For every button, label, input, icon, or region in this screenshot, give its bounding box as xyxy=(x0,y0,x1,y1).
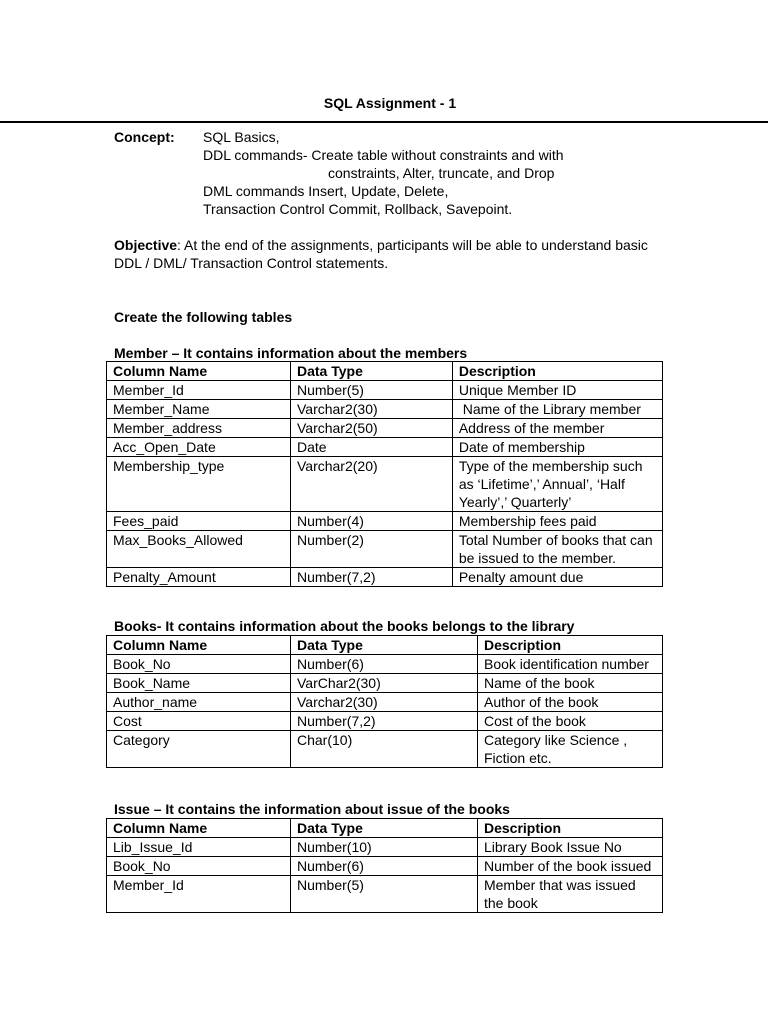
table-row xyxy=(107,712,663,731)
table-cell: Number(4) xyxy=(290,512,452,531)
table-cell: Varchar2(50) xyxy=(290,419,452,438)
table-header-row xyxy=(107,636,663,655)
table-cell: Category xyxy=(107,731,291,768)
table-row xyxy=(107,876,663,913)
table-row xyxy=(107,381,663,400)
books-table-heading: Books- It contains information about the books belongs to the library xyxy=(114,618,575,634)
concept-line: DDL commands- Create table without constraints and with xyxy=(203,147,564,163)
table-row xyxy=(107,512,663,531)
table-cell: Number(5) xyxy=(290,381,452,400)
concept-line: Transaction Control Commit, Rollback, Savepoint. xyxy=(203,201,513,217)
table-cell: Cost xyxy=(107,712,291,731)
table-cell: Max_Books_Allowed xyxy=(107,531,291,568)
table-cell: Book identification number xyxy=(477,655,662,674)
table-cell: Membership_type xyxy=(107,457,291,512)
table-cell: Number(7,2) xyxy=(290,568,452,587)
table-cell: Name of the book xyxy=(477,674,662,693)
table-cell: Address of the member xyxy=(452,419,662,438)
table-cell: Date of membership xyxy=(452,438,662,457)
table-cell: Library Book Issue No xyxy=(477,838,662,857)
table-cell: Member_address xyxy=(107,419,291,438)
table-row xyxy=(107,731,663,768)
table-cell: Number(10) xyxy=(290,838,477,857)
table-cell: Number of the book issued xyxy=(477,857,662,876)
table-cell: Number(6) xyxy=(290,655,477,674)
table-cell: Varchar2(30) xyxy=(290,400,452,419)
table-row xyxy=(107,655,663,674)
table-header-cell: Data Type xyxy=(290,819,477,838)
table-cell: Lib_Issue_Id xyxy=(107,838,291,857)
table-row xyxy=(107,838,663,857)
objective-text: : At the end of the assignments, participants will be able to understand basic DDL / DML/ Transaction Control statements. xyxy=(114,237,648,271)
table-cell: Type of the membership such as ‘Lifetime’,’ Annual’, ‘Half Yearly’,’ Quarterly’ xyxy=(452,457,662,512)
concept-colon: : xyxy=(170,129,175,145)
table-cell: Category like Science , Fiction etc. xyxy=(477,731,662,768)
table-cell: Book_No xyxy=(107,655,291,674)
create-tables-heading: Create the following tables xyxy=(114,309,293,325)
table-row xyxy=(107,400,663,419)
table-header-cell: Column Name xyxy=(107,819,291,838)
table-cell: Unique Member ID xyxy=(452,381,662,400)
table-row xyxy=(107,438,663,457)
table-cell: Varchar2(20) xyxy=(290,457,452,512)
table-cell: Varchar2(30) xyxy=(290,693,477,712)
table-cell: Total Number of books that can be issued to the member. xyxy=(452,531,662,568)
table-row xyxy=(107,857,663,876)
issue-table-heading: Issue – It contains the information about issue of the books xyxy=(114,801,510,817)
table-cell: Acc_Open_Date xyxy=(107,438,291,457)
concept-line: DML commands Insert, Update, Delete, xyxy=(203,183,449,199)
table-row xyxy=(107,568,663,587)
table-cell: Number(5) xyxy=(290,876,477,913)
table-cell: Fees_paid xyxy=(107,512,291,531)
table-cell: Member that was issued the book xyxy=(477,876,662,913)
table-row xyxy=(107,457,663,512)
table-header-cell: Column Name xyxy=(107,636,291,655)
member-table-heading: Member – It contains information about the members xyxy=(114,345,468,361)
table-header-cell: Data Type xyxy=(290,636,477,655)
concept-line: constraints, Alter, truncate, and Drop xyxy=(328,165,555,181)
table-cell: Number(2) xyxy=(290,531,452,568)
table-header-cell: Column Name xyxy=(107,362,291,381)
objective-paragraph xyxy=(114,236,674,272)
objective-label: Objective xyxy=(114,237,178,253)
table-cell: Penalty amount due xyxy=(452,568,662,587)
table-row xyxy=(107,693,663,712)
issue-table xyxy=(106,818,663,913)
table-cell: Author of the book xyxy=(477,693,662,712)
page-title: SQL Assignment - 1 xyxy=(323,95,457,111)
table-cell: Author_name xyxy=(107,693,291,712)
table-cell: Number(7,2) xyxy=(290,712,477,731)
table-cell: Date xyxy=(290,438,452,457)
table-cell: Book_No xyxy=(107,857,291,876)
table-row xyxy=(107,531,663,568)
table-cell: Member_Name xyxy=(107,400,291,419)
table-cell: Member_Id xyxy=(107,876,291,913)
table-cell: Membership fees paid xyxy=(452,512,662,531)
table-header-row xyxy=(107,819,663,838)
table-cell: Penalty_Amount xyxy=(107,568,291,587)
header-rule xyxy=(0,121,768,123)
table-cell: Number(6) xyxy=(290,857,477,876)
books-table xyxy=(106,635,663,768)
table-cell: Book_Name xyxy=(107,674,291,693)
table-header-cell: Description xyxy=(477,819,662,838)
table-row xyxy=(107,674,663,693)
concept-label-wrap xyxy=(114,128,175,146)
table-cell: Name of the Library member xyxy=(452,400,662,419)
table-header-cell: Data Type xyxy=(290,362,452,381)
concept-line: SQL Basics, xyxy=(203,129,280,145)
table-header-row xyxy=(107,362,663,381)
table-cell: Char(10) xyxy=(290,731,477,768)
table-header-cell: Description xyxy=(477,636,662,655)
concept-label: Concept xyxy=(114,129,170,145)
table-cell: Cost of the book xyxy=(477,712,662,731)
table-cell: VarChar2(30) xyxy=(290,674,477,693)
table-cell: Member_Id xyxy=(107,381,291,400)
table-row xyxy=(107,419,663,438)
member-table xyxy=(106,361,663,587)
table-header-cell: Description xyxy=(452,362,662,381)
